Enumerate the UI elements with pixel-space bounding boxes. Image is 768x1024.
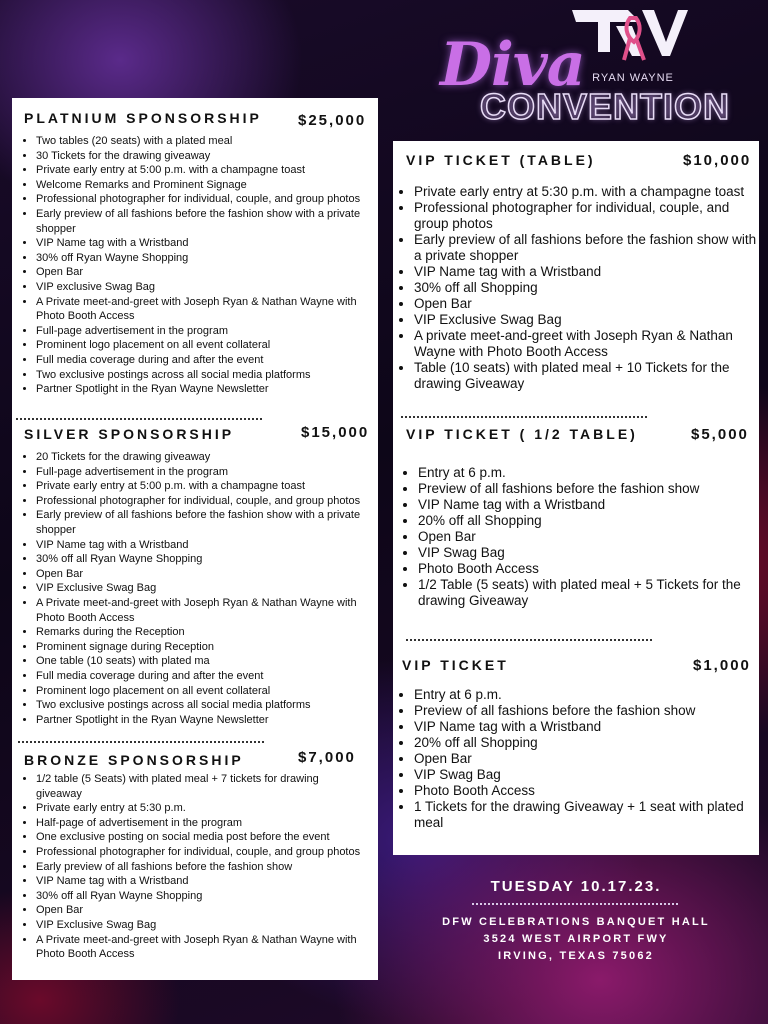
sponsorship-panel	[12, 98, 378, 980]
benefit-item: • 30% off all Shopping	[414, 280, 762, 296]
benefit-item: • 20% off all Shopping	[414, 735, 768, 751]
benefit-item: • A Private meet-and-greet with Joseph Ryan & Nathan Wayne with Photo Booth Access	[36, 596, 386, 625]
benefit-item: • 30% off all Ryan Wayne Shopping	[36, 552, 386, 567]
benefit-item: • VIP Name tag with a Wristband	[414, 264, 762, 280]
benefit-item: • VIP Exclusive Swag Bag	[414, 312, 762, 328]
benefit-item: • Early preview of all fashions before the fashion show with a private shopper	[414, 232, 762, 264]
benefit-item: • Two tables (20 seats) with a plated meal	[36, 134, 366, 149]
benefit-item: • Early preview of all fashions before the fashion show with a private shopper	[36, 207, 366, 236]
benefit-item: • 30 Tickets for the drawing giveaway	[36, 149, 366, 164]
divider	[16, 418, 262, 420]
benefit-item: • Open Bar	[414, 296, 762, 312]
ryan-wayne-logo	[570, 8, 688, 84]
benefit-item: • Partner Spotlight in the Ryan Wayne Newsletter	[36, 713, 386, 728]
platinum-list	[18, 134, 366, 397]
vip-half-price: $5,000	[691, 426, 749, 443]
benefit-item: • VIP Swag Bag	[414, 767, 768, 783]
bronze-list	[18, 772, 366, 962]
divider	[18, 741, 264, 743]
benefit-item: • Open Bar	[36, 567, 386, 582]
benefit-item: • Open Bar	[414, 751, 768, 767]
silver-list	[18, 450, 386, 727]
vip-single-price: $1,000	[693, 657, 751, 674]
vip-half-title: VIP TICKET ( 1/2 TABLE)	[406, 426, 638, 442]
benefit-item: • A Private meet-and-greet with Joseph Ryan & Nathan Wayne with Photo Booth Access	[36, 933, 366, 962]
benefit-item: • Professional photographer for individual, couple, and group photos	[414, 200, 762, 232]
benefit-item: • VIP Name tag with a Wristband	[36, 236, 366, 251]
benefit-item: • Prominent logo placement on all event collateral	[36, 338, 366, 353]
venue-name: DFW CELEBRATIONS BANQUET HALL	[442, 916, 710, 928]
benefit-item: • VIP Exclusive Swag Bag	[36, 581, 386, 596]
benefit-item: • Private early entry at 5:30 p.m.	[36, 801, 366, 816]
divider	[401, 416, 647, 418]
benefit-item: • Table (10 seats) with plated meal + 10 Tickets for the drawing Giveaway	[414, 360, 762, 392]
brand-name: RYAN WAYNE	[592, 72, 674, 84]
benefit-item: • Professional photographer for individual, couple, and group photos	[36, 845, 366, 860]
footer-divider	[472, 903, 678, 905]
vip-half-list	[400, 465, 768, 609]
benefit-item: • Private early entry at 5:30 p.m. with a champagne toast	[414, 184, 762, 200]
platinum-price: $25,000	[298, 112, 367, 129]
benefit-item: • Prominent logo placement on all event collateral	[36, 684, 386, 699]
benefit-item: • A Private meet-and-greet with Joseph Ryan & Nathan Wayne with Photo Booth Access	[36, 295, 366, 324]
benefit-item: • Photo Booth Access	[418, 561, 768, 577]
benefit-item: • 1/2 Table (5 seats) with plated meal + 5 Tickets for the drawing Giveaway	[418, 577, 768, 609]
rw-logo-mark-icon	[570, 8, 688, 64]
silver-title: SILVER SPONSORSHIP	[24, 426, 235, 442]
platinum-title: PLATNIUM SPONSORSHIP	[24, 110, 262, 126]
benefit-item: • VIP Name tag with a Wristband	[36, 538, 386, 553]
benefit-item: • One table (10 seats) with plated ma	[36, 654, 386, 669]
benefit-item: • Two exclusive postings across all social media platforms	[36, 368, 366, 383]
benefit-item: • Photo Booth Access	[414, 783, 768, 799]
benefit-item: • VIP Name tag with a Wristband	[36, 874, 366, 889]
bronze-price: $7,000	[298, 749, 356, 766]
vip-table-price: $10,000	[683, 152, 752, 169]
benefit-item: • Open Bar	[418, 529, 768, 545]
benefit-item: • A private meet-and-greet with Joseph Ryan & Nathan Wayne with Photo Booth Access	[414, 328, 762, 360]
silver-price: $15,000	[301, 424, 370, 441]
benefit-item: • VIP exclusive Swag Bag	[36, 280, 366, 295]
benefit-item: • Open Bar	[36, 265, 366, 280]
benefit-item: • Full-page advertisement in the program	[36, 324, 366, 339]
benefit-item: • VIP Name tag with a Wristband	[414, 719, 768, 735]
benefit-item: • Two exclusive postings across all social media platforms	[36, 698, 386, 713]
benefit-item: • Half-page of advertisement in the program	[36, 816, 366, 831]
vip-table-list	[396, 184, 762, 392]
benefit-item: • Private early entry at 5:00 p.m. with a champagne toast	[36, 479, 386, 494]
divider	[406, 639, 652, 641]
benefit-item: • Open Bar	[36, 903, 366, 918]
benefit-item: • Partner Spotlight in the Ryan Wayne Newsletter	[36, 382, 366, 397]
benefit-item: • Preview of all fashions before the fashion show	[414, 703, 768, 719]
benefit-item: • Preview of all fashions before the fashion show	[418, 481, 768, 497]
benefit-item: • 30% off all Ryan Wayne Shopping	[36, 889, 366, 904]
benefit-item: • Full media coverage during and after the event	[36, 353, 366, 368]
event-date: TUESDAY 10.17.23.	[490, 878, 662, 895]
vip-ticket-panel	[393, 141, 759, 855]
venue-address: 3524 WEST AIRPORT FWY	[483, 933, 669, 945]
benefit-item: • Early preview of all fashions before the fashion show	[36, 860, 366, 875]
benefit-item: • One exclusive posting on social media post before the event	[36, 830, 366, 845]
benefit-item: • Entry at 6 p.m.	[418, 465, 768, 481]
benefit-item: • Full-page advertisement in the program	[36, 465, 386, 480]
venue-city: IRVING, TEXAS 75062	[498, 950, 654, 962]
vip-single-title: VIP TICKET	[402, 657, 509, 673]
title-main: CONVENTION	[480, 86, 731, 127]
benefit-item: • 1 Tickets for the drawing Giveaway + 1 seat with plated meal	[414, 799, 768, 831]
benefit-item: • Early preview of all fashions before the fashion show with a private shopper	[36, 508, 386, 537]
benefit-item: • VIP Name tag with a Wristband	[418, 497, 768, 513]
vip-table-title: VIP TICKET (TABLE)	[406, 152, 596, 168]
benefit-item: • VIP Swag Bag	[418, 545, 768, 561]
benefit-item: • Full media coverage during and after the event	[36, 669, 386, 684]
benefit-item: • Prominent signage during Reception	[36, 640, 386, 655]
benefit-item: • 30% off Ryan Wayne Shopping	[36, 251, 366, 266]
benefit-item: • Remarks during the Reception	[36, 625, 386, 640]
benefit-item: • Welcome Remarks and Prominent Signage	[36, 178, 366, 193]
benefit-item: • Professional photographer for individual, couple, and group photos	[36, 192, 366, 207]
benefit-item: • VIP Exclusive Swag Bag	[36, 918, 366, 933]
benefit-item: • Entry at 6 p.m.	[414, 687, 768, 703]
benefit-item: • 20% off all Shopping	[418, 513, 768, 529]
benefit-item: • 1/2 table (5 Seats) with plated meal + 7 tickets for drawing giveaway	[36, 772, 366, 801]
benefit-item: • Private early entry at 5:00 p.m. with a champagne toast	[36, 163, 366, 178]
vip-single-list	[396, 687, 768, 831]
title-script: Diva	[440, 30, 585, 100]
benefit-item: • 20 Tickets for the drawing giveaway	[36, 450, 386, 465]
bronze-title: BRONZE SPONSORSHIP	[24, 752, 244, 768]
benefit-item: • Professional photographer for individual, couple, and group photos	[36, 494, 386, 509]
